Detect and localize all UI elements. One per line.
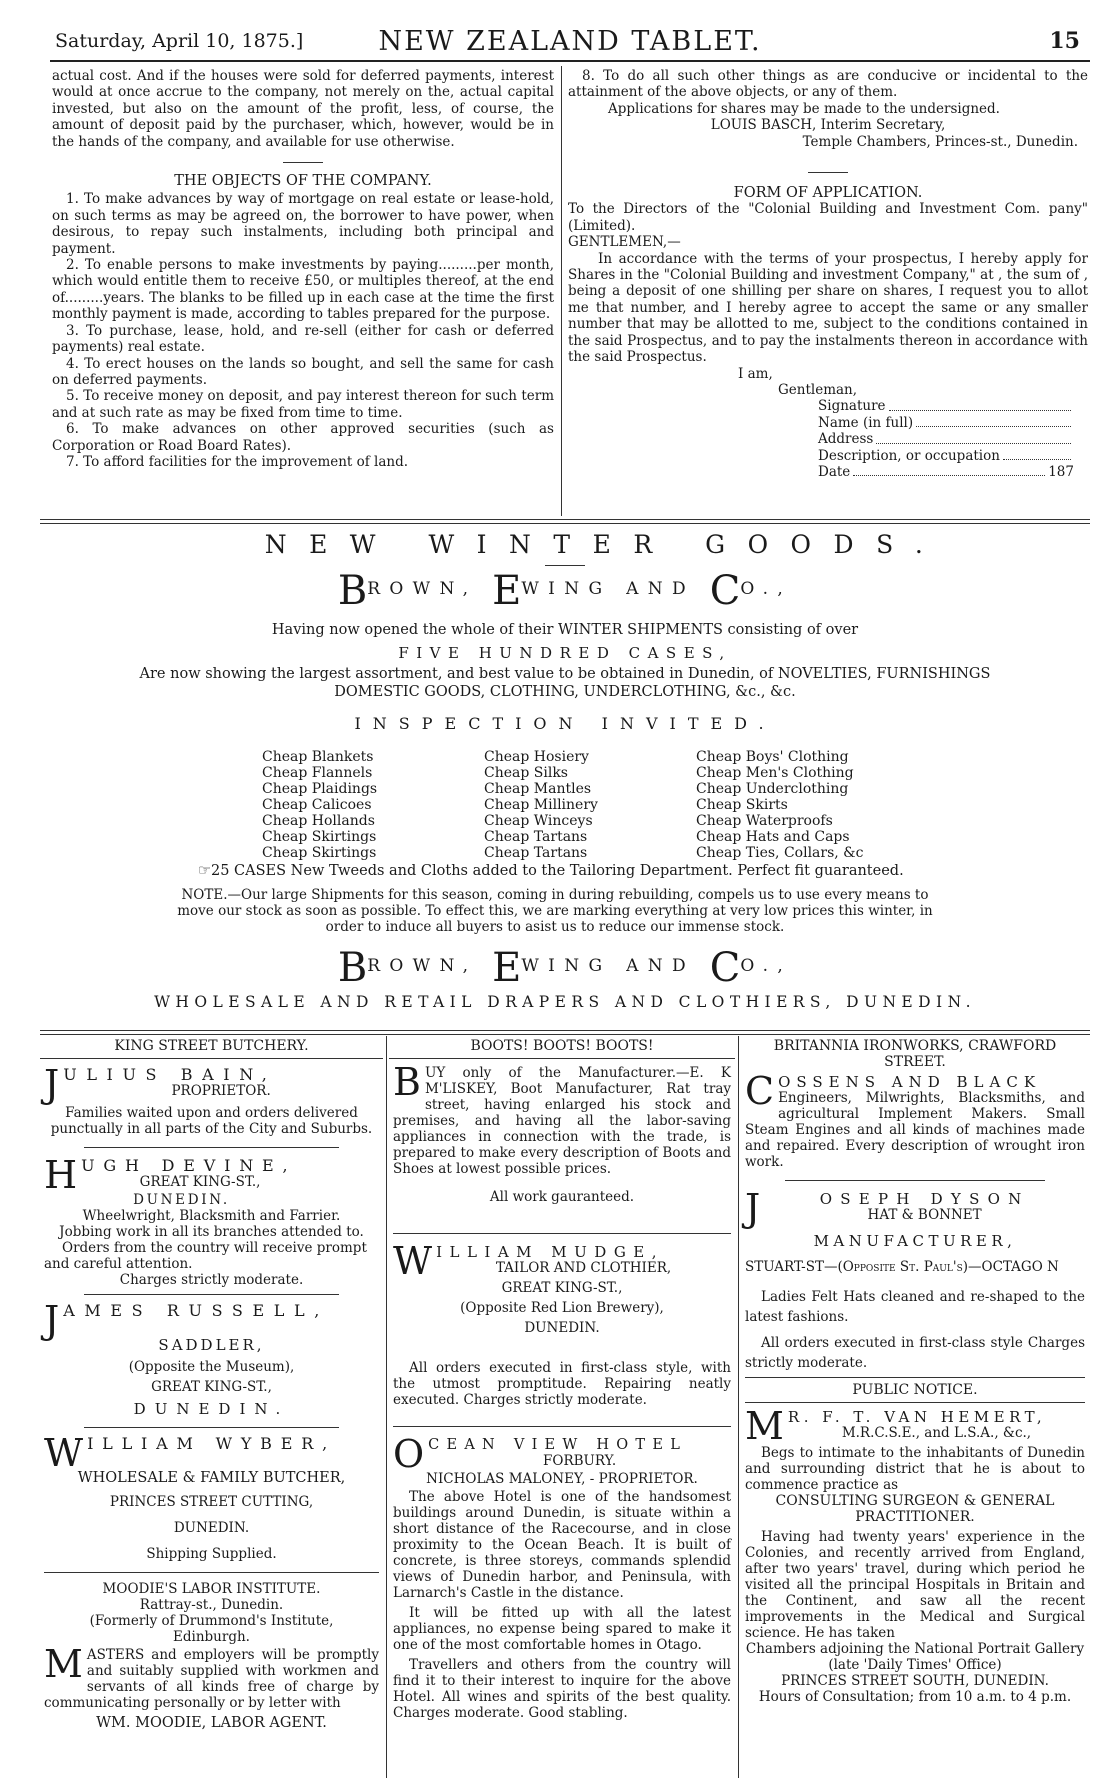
- drop-cap: J: [44, 1062, 60, 1106]
- goods-item: Cheap Blankets: [262, 749, 374, 765]
- objects-title: THE OBJECTS OF THE COMPANY.: [174, 173, 432, 190]
- goods-item: Cheap Underclothing: [696, 781, 849, 797]
- goods-item: Cheap Mantles: [484, 781, 592, 797]
- cases-line: FIVE HUNDRED CASES,: [398, 644, 732, 662]
- object-item: 2. To enable persons to make investments by paying.........per month, which would entitle them to receive £50, or multiples thereof, at the end of.........years. The blanks to be filled up in each case at the time the first monthly payment is made, according to tables prepared for the purpose.: [52, 257, 554, 323]
- cossens-text: Engineers, Milwrights, Blacksmiths, and agricultural Implement Makers. Small Steam Engines and all kinds of machines made and repaired. Every description of wrought iron work.: [745, 1090, 1085, 1170]
- drop-cap: M: [44, 1642, 83, 1686]
- drop-cap: B: [393, 1060, 421, 1104]
- goods-item: Cheap Skirtings: [262, 845, 377, 861]
- goods-item: Cheap Men's Clothing: [696, 765, 854, 781]
- masthead: NEW ZEALAND TABLET.: [378, 26, 762, 57]
- dyson-paragraph: All orders executed in first-class style Charges strictly moderate.: [745, 1335, 1085, 1371]
- bain-proprietor: PROPRIETOR.: [171, 1083, 271, 1099]
- mudge-name: ILLIAM MUDGE,: [436, 1243, 665, 1261]
- mudge-city: DUNEDIN.: [524, 1320, 600, 1336]
- column-rule: [386, 1036, 387, 1778]
- hemert-office: (late 'Daily Times' Office): [828, 1657, 1002, 1673]
- goods-item: Cheap Hats and Caps: [696, 829, 850, 845]
- company-intro: actual cost. And if the houses were sold for deferred payments, interest would at once accrue to the company, not merely on the, actual capital invested, but also on the amount of the profit, less, of course, the amount of deposit paid by the purchaser, which, however, would be in the hands of the company, and available for use otherwise.: [52, 68, 554, 150]
- hemert-role: CONSULTING SURGEON & GENERAL PRACTITIONER.: [775, 1493, 1055, 1525]
- date-suffix: 187: [1048, 463, 1074, 480]
- goods-item: Cheap Calicoes: [262, 797, 372, 813]
- hemert-chambers: Chambers adjoining the National Portrait Gallery: [745, 1641, 1085, 1657]
- devine-city: DUNEDIN.: [133, 1192, 230, 1208]
- bain-name: ULIUS BAIN,: [63, 1065, 277, 1084]
- date-field[interactable]: Date 187: [818, 463, 1074, 480]
- goods-item: Cheap Ties, Collars, &c: [696, 845, 864, 861]
- drop-cap: M: [745, 1404, 784, 1448]
- column-rule: [561, 66, 562, 516]
- goods-list: [262, 749, 1090, 861]
- wyber-city: DUNEDIN.: [173, 1520, 250, 1536]
- occupation-field[interactable]: Description, or occupation: [818, 448, 1074, 464]
- goods-item: Cheap Boys' Clothing: [696, 749, 849, 765]
- applications-note: Applications for shares may be made to the undersigned.: [608, 100, 1000, 117]
- hemert-intro: Begs to intimate to the inhabitants of Dunedin and surrounding district that he is about to commence practice as: [745, 1445, 1085, 1493]
- russell-trade: SADDLER,: [158, 1336, 265, 1354]
- devine-charges: Charges strictly moderate.: [119, 1272, 304, 1288]
- devine-trade: Wheelwright, Blacksmith and Farrier.: [82, 1208, 341, 1224]
- goods-column-2: [484, 749, 696, 861]
- dyson-street: STUART-ST—(Opposite St. Paul's)—OCTAGO N: [745, 1259, 1059, 1275]
- mudge-street: GREAT KING-ST.,: [501, 1280, 623, 1296]
- mudge-opposite: (Opposite Red Lion Brewery),: [460, 1300, 664, 1316]
- hemert-name: R. F. T. VAN HEMERT,: [787, 1408, 1047, 1426]
- stock-note: NOTE.—Our large Shipments for this season, coming in during rebuilding, compels us to use every means to move our stock as soon as possible. To effect this, we are marking everything at very low prices this winter, in order to induce all buyers to asist us to reduce our immense stock.: [177, 887, 933, 935]
- form-i-am: I am,: [738, 365, 773, 382]
- form-gentleman: Gentleman,: [778, 381, 858, 398]
- secretary-address: Temple Chambers, Princes-st., Dunedin.: [802, 133, 1078, 150]
- object-item: 1. To make advances by way of mortgage on real estate or lease-hold, on such terms as may be agreed on, the borrower to have power, when desirous, to repay such instalments, including both principal and payment.: [52, 191, 554, 257]
- goods-item: Cheap Millinery: [484, 797, 598, 813]
- form-title: FORM OF APPLICATION.: [733, 185, 923, 202]
- moodie-street: Rattray-st., Dunedin.: [139, 1597, 284, 1613]
- russell-city: DUNEDIN.: [133, 1400, 290, 1418]
- goods-item: Cheap Hollands: [262, 813, 375, 829]
- name-field[interactable]: Name (in full): [818, 415, 1074, 431]
- devine-street: GREAT KING-ST.,: [139, 1174, 261, 1190]
- firm-name: BROWN, EWING AND CO.,: [337, 568, 793, 614]
- object-item: 5. To receive money on deposit, and pay interest thereon for such term and at such rate as may be fixed from time to time.: [52, 388, 554, 421]
- tweeds-line: ☞25 CASES New Tweeds and Cloths added to the Tailoring Department. Perfect fit guaranteed.: [198, 863, 904, 879]
- goods-item: Cheap Tartans: [484, 845, 588, 861]
- devine-jobbing: Jobbing work in all its branches attended to.: [59, 1224, 364, 1240]
- address-field[interactable]: Address: [818, 431, 1074, 447]
- mudge-text: All orders executed in first-class style, with the utmost promptitude. Repairing neatly executed. Charges strictly moderate.: [393, 1360, 731, 1408]
- wyber-name: ILLIAM WYBER,: [87, 1434, 336, 1453]
- notice-title: PUBLIC NOTICE.: [852, 1382, 978, 1398]
- object-item: 6. To make advances on other approved securities (such as Corporation or Road Board Rates).: [52, 421, 554, 454]
- cossens-name: OSSENS AND BLACK: [778, 1073, 1042, 1091]
- ads-column-2: [393, 1038, 731, 1721]
- divider: [283, 162, 323, 163]
- object-item: 4. To erect houses on the lands so bought, and sell the same for cash on deferred payments.: [52, 355, 554, 388]
- goods-item: Cheap Skirtings: [262, 829, 377, 845]
- hemert-street: PRINCES STREET SOUTH, DUNEDIN.: [781, 1673, 1049, 1689]
- assortment-line: Are now showing the largest assortment, and best value to be obtained in Dunedin, of NOVELTIES, FURNISHINGS: [139, 666, 991, 682]
- goods-item: Cheap Winceys: [484, 813, 593, 829]
- issue-date: Saturday, April 10, 1875.]: [55, 30, 304, 52]
- drop-cap: J: [44, 1298, 60, 1342]
- ads-column-3: [745, 1038, 1085, 1705]
- form-to: To the Directors of the "Colonial Building and Investment Com. pany" (Limited).: [568, 201, 1088, 234]
- company-left-column: [52, 68, 554, 470]
- wholesale-footer: WHOLESALE AND RETAIL DRAPERS AND CLOTHIERS, DUNEDIN.: [154, 993, 976, 1011]
- moodie-text: ASTERS and employers will be promptly and suitably supplied with workmen and servants of all kinds free of charge by communicating personally or by letter with: [44, 1647, 379, 1711]
- hemert-experience: Having had twenty years' experience in the Colonies, and recently arrived from England, after two years' travel, during which period he visited all the principal Hospitals in Britain and the Continent, and saw all the recent improvements in the Medical and Surgical science. He has taken: [745, 1529, 1085, 1641]
- russell-street: GREAT KING-ST.,: [151, 1379, 272, 1395]
- winter-goods-ad: [40, 530, 1090, 1011]
- moodie-formerly: (Formerly of Drummond's Institute, Edinburgh.: [89, 1613, 334, 1645]
- butchery-title: KING STREET BUTCHERY.: [114, 1038, 309, 1054]
- drop-cap: W: [44, 1431, 84, 1475]
- goods-column-3: [696, 749, 926, 861]
- goods-item: Cheap Plaidings: [262, 781, 378, 797]
- hotel-paragraph: The above Hotel is one of the handsomest buildings around Dunedin, is situate within a short distance of the Racecourse, and in close proximity to the Ocean Beach. It is built of concrete, is three storeys, commands splendid views of Dunedin harbor, and Peninsula, with Larnarch's Castle in the distance.: [393, 1489, 731, 1601]
- hotel-paragraph: It will be fitted up with all the latest appliances, no expense being spared to make it one of the most comfortable homes in Otago.: [393, 1605, 731, 1653]
- object-item: 7. To afford facilities for the improvement of land.: [66, 453, 409, 470]
- domestic-line: DOMESTIC GOODS, CLOTHING, UNDERCLOTHING, &c., &c.: [334, 684, 796, 700]
- bain-text: Families waited upon and orders delivered punctually in all parts of the City and Suburbs.: [50, 1105, 373, 1137]
- boots-guarantee: All work gauranteed.: [489, 1189, 635, 1205]
- page-header: [50, 24, 1090, 62]
- boots-title: BOOTS! BOOTS! BOOTS!: [470, 1038, 654, 1054]
- signature-field[interactable]: Signature: [818, 398, 1074, 414]
- drop-cap: O: [393, 1432, 425, 1476]
- hotel-proprietor: NICHOLAS MALONEY, - PROPRIETOR.: [426, 1471, 698, 1487]
- inspection-invited: INSPECTION INVITED.: [354, 714, 776, 733]
- devine-name: UGH DEVINE,: [81, 1156, 297, 1175]
- section-rule: [40, 1030, 1090, 1035]
- wyber-street: PRINCES STREET CUTTING,: [109, 1494, 314, 1510]
- dyson-trade: HAT & BONNET: [867, 1207, 982, 1223]
- hemert-hours: Hours of Consultation; from 10 a.m. to 4 p.m.: [758, 1689, 1072, 1705]
- dyson-name: OSEPH DYSON: [819, 1190, 1030, 1208]
- wyber-shipping: Shipping Supplied.: [146, 1546, 277, 1562]
- drop-cap: J: [745, 1186, 761, 1230]
- moodie-signature: WM. MOODIE, LABOR AGENT.: [96, 1715, 327, 1731]
- divider: [808, 172, 848, 173]
- object-8: 8. To do all such other things as are conducive or incidental to the attainment of the above objects, or any of them.: [568, 68, 1088, 101]
- pointing-hand-icon: ☞: [198, 863, 211, 879]
- secretary-name: LOUIS BASCH, Interim Secretary,: [710, 117, 946, 134]
- firm-name-repeat: BROWN, EWING AND CO.,: [337, 945, 793, 991]
- hotel-place: FORBURY.: [543, 1453, 617, 1469]
- object-item: 3. To purchase, lease, hold, and re-sell (either for cash or deferred payments) real estate.: [52, 322, 554, 356]
- drop-cap: H: [44, 1153, 78, 1197]
- russell-name: AMES RUSSELL,: [63, 1301, 329, 1320]
- wyber-trade: WHOLESALE & FAMILY BUTCHER,: [77, 1470, 346, 1486]
- column-rule: [738, 1036, 739, 1778]
- hotel-name: CEAN VIEW HOTEL: [428, 1437, 688, 1453]
- hotel-paragraph: Travellers and others from the country will find it to their interest to inquire for the above Hotel. All wines and spirits of the best quality. Charges moderate. Good stabling.: [393, 1657, 731, 1721]
- goods-item: Cheap Tartans: [484, 829, 588, 845]
- hemert-qualifications: M.R.C.S.E., and L.S.A., &c.,: [841, 1425, 1032, 1441]
- goods-column-1: [262, 749, 484, 861]
- dyson-paragraph: Ladies Felt Hats cleaned and re-shaped to the latest fashions.: [745, 1289, 1085, 1325]
- shipment-line: Having now opened the whole of their WINTER SHIPMENTS consisting of over: [271, 622, 859, 638]
- goods-item: Cheap Waterproofs: [696, 813, 833, 829]
- mudge-trade: TAILOR AND CLOTHIER,: [495, 1260, 672, 1276]
- form-body: In accordance with the terms of your prospectus, I hereby apply for Shares in the "Colonial Building and investment Company," at , the sum of , being a deposit of one shilling per share on shares, I request you to allot me that number, and I hereby agree to accept the same or any smaller number that may be allotted to me, subject to the conditions contained in the said Prospectus, and to pay the instalments thereon in accordance with the said Prospectus.: [568, 250, 1088, 366]
- goods-item: Cheap Flannels: [262, 765, 373, 781]
- ads-column-1: [44, 1038, 379, 1731]
- goods-item: Cheap Silks: [484, 765, 568, 781]
- section-rule: [40, 519, 1090, 524]
- goods-item: Cheap Hosiery: [484, 749, 589, 765]
- drop-cap: C: [745, 1069, 775, 1113]
- dyson-manufacturer: MANUFACTURER,: [813, 1232, 1017, 1250]
- goods-item: Cheap Skirts: [696, 797, 788, 813]
- winter-title: NEW WINTER GOODS.: [264, 530, 946, 559]
- devine-orders: Orders from the country will receive prompt and careful attention.: [44, 1240, 367, 1272]
- divider: [545, 565, 585, 566]
- company-right-column: [568, 68, 1088, 480]
- page-number: 15: [1049, 28, 1080, 54]
- drop-cap: W: [393, 1239, 433, 1283]
- form-salutation: GENTLEMEN,—: [568, 234, 681, 251]
- russell-opposite: (Opposite the Museum),: [128, 1359, 295, 1375]
- moodie-title: MOODIE'S LABOR INSTITUTE.: [102, 1581, 321, 1597]
- britannia-title: BRITANNIA IRONWORKS, CRAWFORD STREET.: [773, 1038, 1057, 1070]
- boots-text: UY only of the Manufacturer.—E. K M'LISKEY, Boot Manufacturer, Rat tray street, having enlarged his stock and premises, and having all the labor-saving appliances in connection with the trade, is prepared to make every description of Boots and Shoes at lowest possible prices.: [393, 1065, 731, 1177]
